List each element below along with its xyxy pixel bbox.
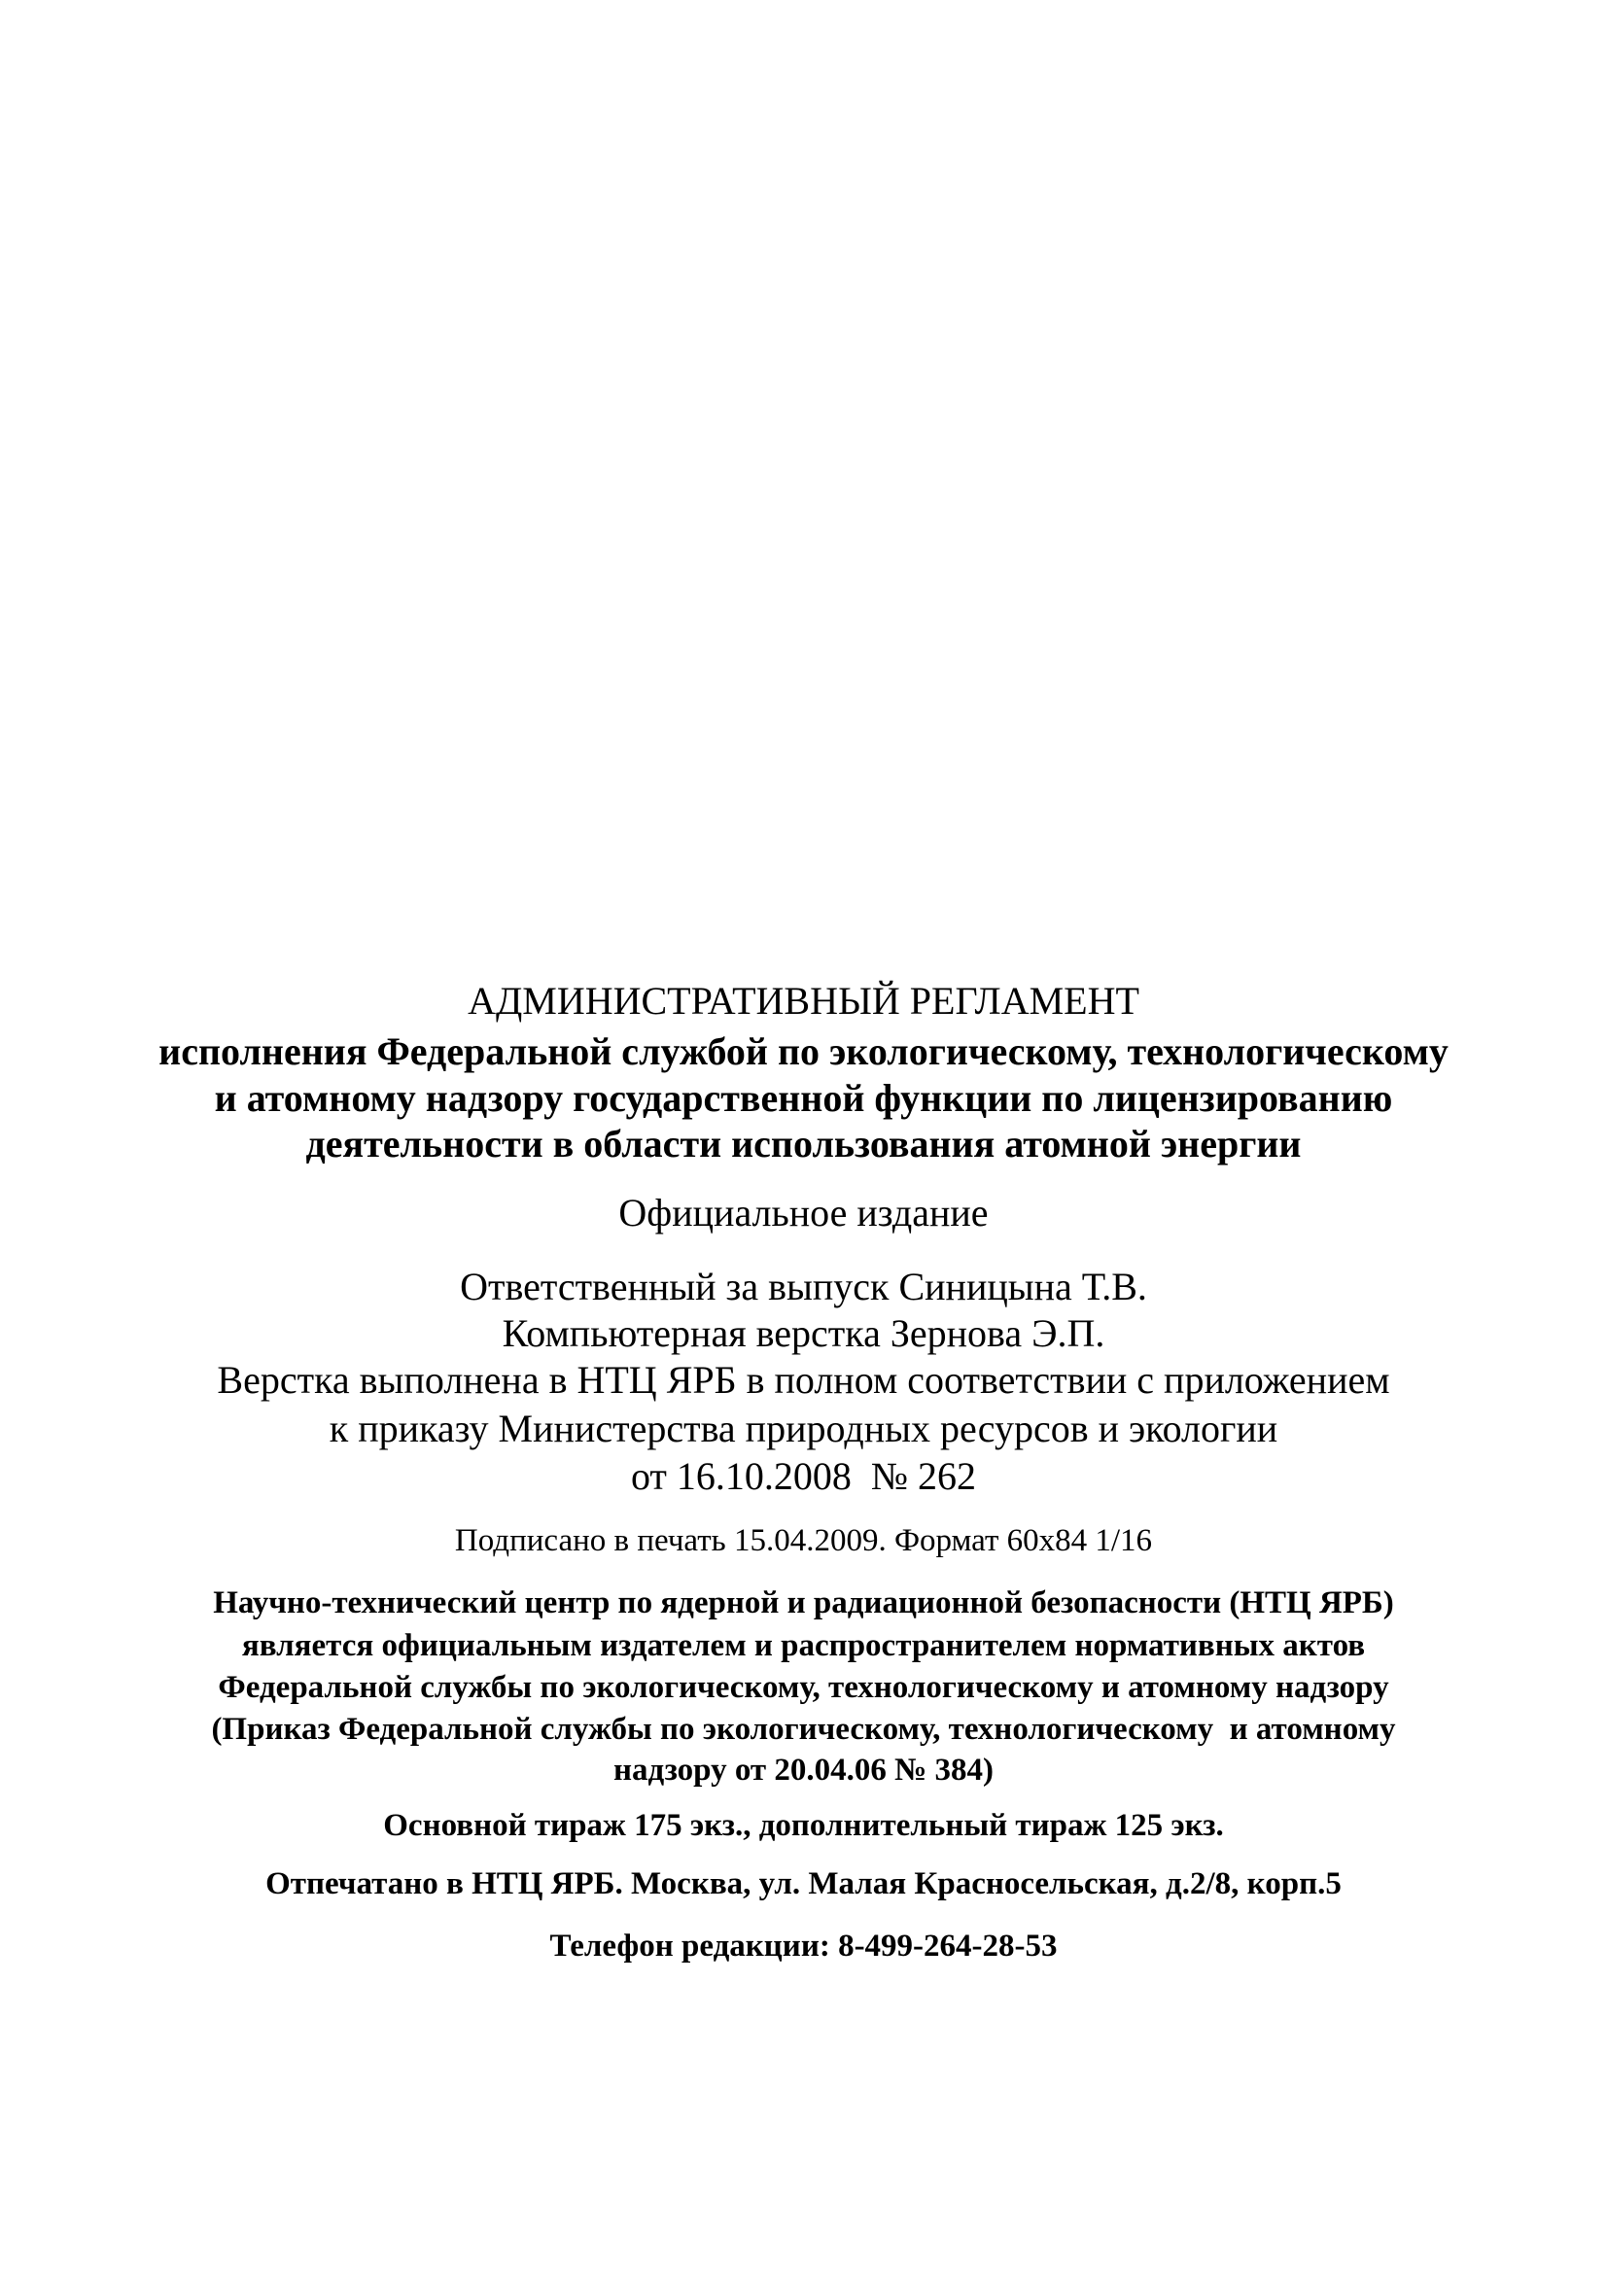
circulation: Основной тираж 175 экз., дополнительный тираж 125 экз. (383, 1808, 1224, 1843)
subtitle-line: деятельности в области использования атомной энергии (305, 1122, 1302, 1165)
publisher-line: является официальным издателем и распространителем нормативных актов (241, 1628, 1366, 1663)
printed-at: Отпечатано в НТЦ ЯРБ. Москва, ул. Малая Красносельская, д.2/8, корп.5 (265, 1866, 1342, 1901)
publisher-line: Научно-технический центр по ядерной и радиационной безопасности (НТЦ ЯРБ) (213, 1585, 1394, 1620)
credit-line: Верстка выполнена в НТЦ ЯРБ в полном соответствии с приложением (217, 1358, 1390, 1402)
credit-line: Компьютерная верстка Зернова Э.П. (502, 1311, 1105, 1355)
credit-line: к приказу Министерства природных ресурсов и экологии (329, 1407, 1278, 1450)
publisher-line: надзору от 20.04.06 № 384) (612, 1753, 995, 1788)
publisher-line: (Приказ Федеральной службы по экологическому, технологическому и атомному (211, 1712, 1396, 1747)
signed-to-print: Подписано в печать 15.04.2009. Формат 60x84 1/16 (454, 1523, 1153, 1558)
credit-line: от 16.10.2008 № 262 (630, 1454, 977, 1498)
credit-line: Ответственный за выпуск Синицына Т.В. (460, 1265, 1147, 1308)
editorial-phone: Телефон редакции: 8-499-264-28-53 (549, 1929, 1058, 1964)
edition-label: Официальное издание (618, 1191, 989, 1235)
publisher-line: Федеральной службы по экологическому, технологическому и атомному надзору (218, 1670, 1389, 1705)
subtitle-line: исполнения Федеральной службой по экологическому, технологическому (158, 1029, 1449, 1073)
document-title: АДМИНИСТРАТИВНЫЙ РЕГЛАМЕНТ (468, 979, 1139, 1023)
subtitle-line: и атомному надзору государственной функции по лицензированию (214, 1076, 1393, 1120)
